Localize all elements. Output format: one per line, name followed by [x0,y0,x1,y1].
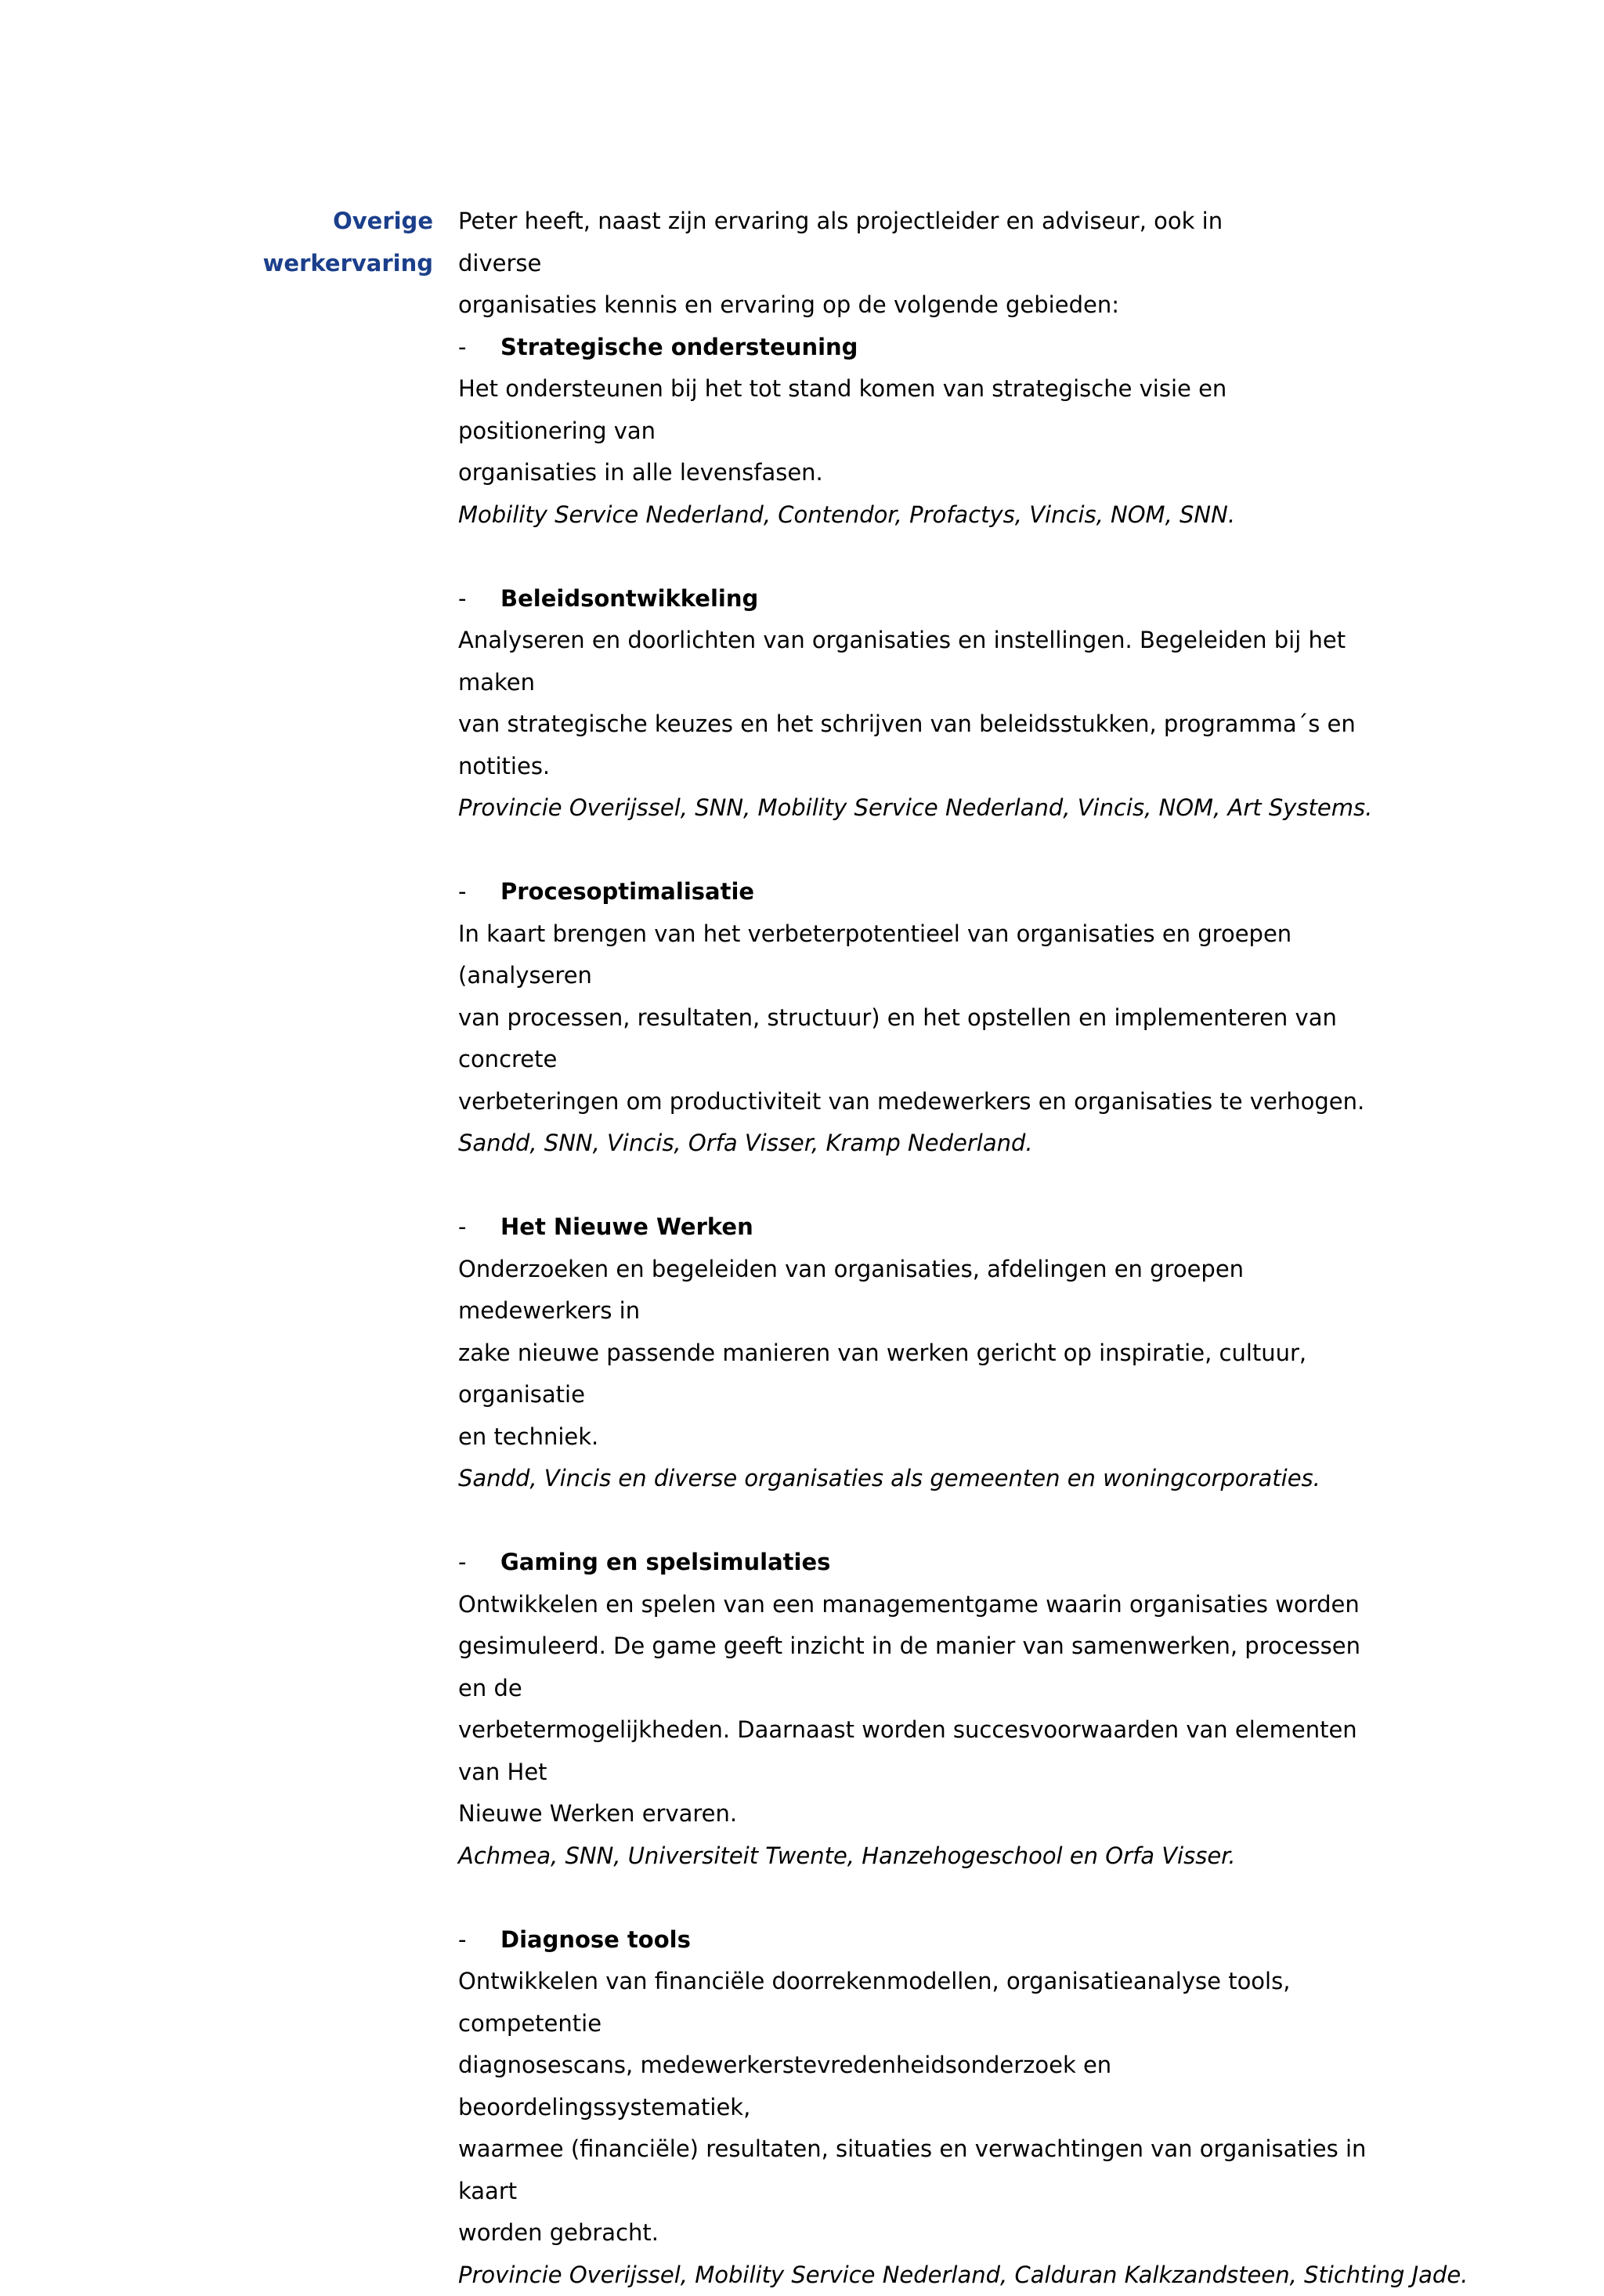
description-line: Nieuwe Werken ervaren. [458,1793,1367,1835]
experience-item-description [458,1584,1367,1835]
experience-item-title: Het Nieuwe Werken [500,1206,753,1249]
experience-item-description [458,1961,1367,2254]
intro-paragraph [458,201,1288,327]
description-line: zake nieuwe passende manieren van werken gericht op inspiratie, cultuur, organisatie [458,1332,1367,1416]
experience-item-title: Procesoptimalisatie [500,871,754,913]
description-line: waarmee (financiële) resultaten, situaties en verwachtingen van organisaties in kaart [458,2128,1367,2212]
description-line: Onderzoeken en begeleiden van organisaties, afdelingen en groepen medewerkers in [458,1249,1367,1332]
experience-item-heading [458,1919,1382,1962]
description-line: verbeteringen om productiviteit van medewerkers en organisaties te verhogen. [458,1081,1367,1123]
intro-line: organisaties kennis en ervaring op de volgende gebieden: [458,284,1288,327]
experience-item-title: Diagnose tools [500,1919,691,1962]
bullet-dash: - [458,1919,500,1962]
bullet-dash: - [458,871,500,913]
description-line: Analyseren en doorlichten van organisaties en instellingen. Begeleiden bij het maken [458,620,1367,703]
description-line: van strategische keuzes en het schrijven van beleidsstukken, programma´s en [458,703,1367,746]
description-line: notities. [458,746,1367,788]
experience-item-clients: Sandd, SNN, Vincis, Orfa Visser, Kramp Nederland. [458,1123,1382,1165]
experience-item [458,1542,1382,1877]
experience-item-clients: Achmea, SNN, Universiteit Twente, Hanzehogeschool en Orfa Visser. [458,1835,1382,1878]
bullet-dash: - [458,1542,500,1584]
bullet-dash: - [458,1206,500,1249]
experience-item-description [458,620,1367,787]
section-content [458,201,1382,2296]
description-line: Ontwikkelen en spelen van een managementgame waarin organisaties worden [458,1584,1367,1626]
section-label-line: werkervaring [235,243,433,285]
bullet-dash: - [458,327,500,369]
description-line: Ontwikkelen van financiële doorrekenmodellen, organisatieanalyse tools, competentie [458,1961,1367,2045]
experience-item-title: Strategische ondersteuning [500,327,858,369]
experience-item [458,871,1382,1165]
experience-item [458,578,1382,830]
experience-item-clients: Provincie Overijssel, SNN, Mobility Service Nederland, Vincis, NOM, Art Systems. [458,787,1382,830]
section-label [235,201,433,284]
experience-item-title: Gaming en spelsimulaties [500,1542,830,1584]
description-line: verbetermogelijkheden. Daarnaast worden succesvoorwaarden van elementen van Het [458,1709,1367,1793]
description-line: gesimuleerd. De game geeft inzicht in de manier van samenwerken, processen en de [458,1625,1367,1709]
description-line: diagnosescans, medewerkerstevredenheidsonderzoek en beoordelingssystematiek, [458,2045,1367,2128]
experience-item-heading [458,327,1382,369]
experience-item [458,1919,1382,2296]
experience-item [458,327,1382,537]
experience-item-description [458,913,1367,1123]
experience-item-heading [458,1206,1382,1249]
bullet-dash: - [458,578,500,620]
description-line: worden gebracht. [458,2212,1367,2254]
intro-line: Peter heeft, naast zijn ervaring als projectleider en adviseur, ook in diverse [458,201,1288,284]
description-line: In kaart brengen van het verbeterpotentieel van organisaties en groepen (analyseren [458,913,1367,997]
experience-item-title: Beleidsontwikkeling [500,578,758,620]
experience-item-heading [458,578,1382,620]
experience-item [458,1206,1382,1500]
description-line: organisaties in alle levensfasen. [458,452,1367,494]
experience-item-heading [458,871,1382,913]
experience-item-clients: Mobility Service Nederland, Contendor, Profactys, Vincis, NOM, SNN. [458,494,1382,537]
description-line: Het ondersteunen bij het tot stand komen van strategische visie en positionering van [458,368,1367,452]
experience-item-description [458,368,1367,494]
description-line: van processen, resultaten, structuur) en het opstellen en implementeren van concrete [458,997,1367,1081]
experience-item-clients: Provincie Overijssel, Mobility Service Nederland, Calduran Kalkzandsteen, Stichting Jade. [458,2254,1382,2296]
description-line: en techniek. [458,1416,1367,1459]
experience-item-heading [458,1542,1382,1584]
experience-item-clients: Sandd, Vincis en diverse organisaties als gemeenten en woningcorporaties. [458,1458,1382,1500]
experience-item-description [458,1249,1367,1459]
section-label-line: Overige [235,201,433,243]
